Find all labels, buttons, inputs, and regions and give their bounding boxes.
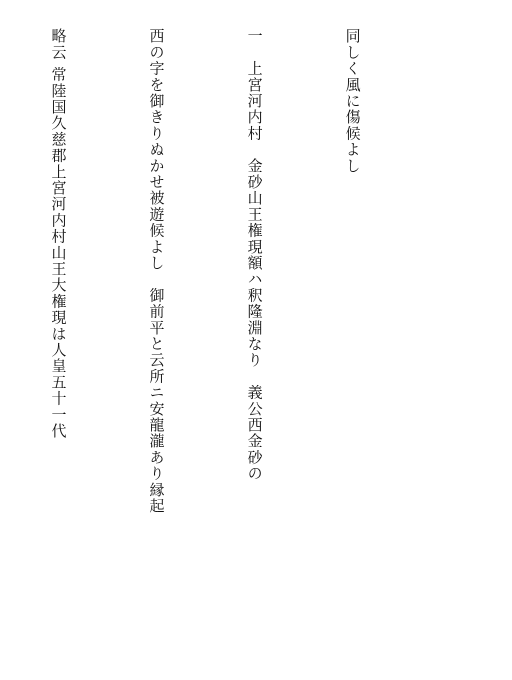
text-line-1: 同しく風に傷候よし (343, 28, 362, 174)
text-line-2: 一 上宮河内村 金砂山王権現額ハ釈隆淵なり 義公西金砂の (245, 28, 264, 482)
vertical-text-block (0, 28, 434, 668)
text-line-3: 西の字を御きりぬかせ被遊候よし 御前平と云所ニ安龍瀧あり縁起 (147, 28, 166, 514)
text-line-4: 略云 常陸国久慈郡上宮河内村山王大権現は人皇五十一代 (49, 28, 68, 439)
